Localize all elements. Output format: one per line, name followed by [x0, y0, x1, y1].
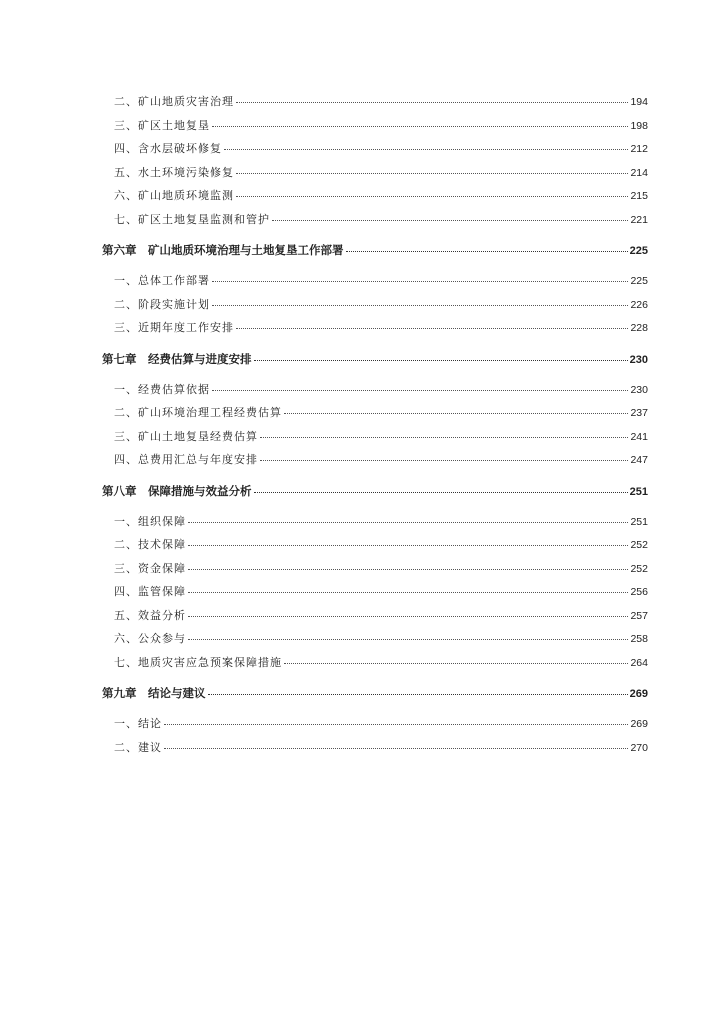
toc-entry[interactable] [102, 425, 648, 449]
dot-leader [188, 522, 628, 523]
toc-entry[interactable] [102, 114, 648, 138]
toc-entry-title: 三、矿山土地复垦经费估算 [114, 429, 258, 443]
toc-entry[interactable] [102, 316, 648, 340]
toc-chapter-page: 225 [629, 245, 648, 257]
dot-leader [284, 663, 628, 664]
toc-entry-title: 四、监管保障 [114, 585, 186, 598]
toc-entry[interactable] [102, 533, 648, 557]
toc-entry-page: 252 [630, 539, 648, 551]
toc-entry-page: 214 [630, 166, 648, 179]
toc-entry[interactable] [102, 293, 648, 317]
toc-entry[interactable] [102, 736, 648, 760]
toc-entry[interactable] [102, 712, 648, 736]
dot-leader [188, 569, 628, 570]
toc-entry-page: 225 [630, 275, 648, 287]
dot-leader [212, 281, 628, 282]
dot-leader [236, 196, 628, 197]
toc-entry-page: 198 [630, 119, 648, 132]
toc-entry[interactable] [102, 604, 648, 628]
dot-leader [346, 251, 628, 252]
toc-entry-page: 212 [630, 143, 648, 155]
dot-leader [164, 724, 628, 725]
toc-chapter-page: 269 [629, 688, 648, 700]
toc-entry-page: 257 [630, 609, 648, 622]
toc-entry-page: 258 [630, 633, 648, 645]
toc-entry[interactable] [102, 137, 648, 161]
toc-entry-page: 228 [630, 322, 648, 334]
toc-entry-title: 七、矿区土地复垦监测和管护 [114, 212, 270, 226]
toc-entry-title: 一、总体工作部署 [114, 274, 210, 287]
toc-entry[interactable] [102, 401, 648, 425]
toc-entry-page: 230 [630, 383, 648, 396]
dot-leader [254, 492, 628, 493]
toc-entry-title: 五、效益分析 [114, 608, 186, 622]
toc-entry-title: 二、技术保障 [114, 538, 186, 551]
toc-entry[interactable] [102, 378, 648, 402]
dot-leader [260, 437, 628, 438]
toc-entry-title: 七、地质灾害应急预案保障措施 [114, 655, 282, 669]
dot-leader [208, 694, 628, 695]
dot-leader [236, 173, 628, 174]
toc-entry-title: 二、建议 [114, 740, 162, 754]
dot-leader [236, 102, 628, 103]
toc-entry-title: 一、组织保障 [114, 514, 186, 528]
toc-entry[interactable] [102, 269, 648, 293]
dot-leader [188, 592, 628, 593]
toc-entry[interactable] [102, 510, 648, 534]
toc-entry-title: 三、近期年度工作安排 [114, 321, 234, 334]
dot-leader [212, 390, 628, 391]
toc-entry[interactable] [102, 627, 648, 651]
toc-entry-title: 三、矿区土地复垦 [114, 118, 210, 132]
toc-entry-title: 三、资金保障 [114, 561, 186, 575]
dot-leader [212, 126, 628, 127]
toc-entry-title: 四、含水层破坏修复 [114, 142, 222, 155]
dot-leader [254, 360, 628, 361]
toc-entry-page: 252 [630, 562, 648, 575]
dot-leader [212, 305, 628, 306]
toc-entry-title: 六、公众参与 [114, 632, 186, 645]
dot-leader [188, 616, 628, 617]
toc-entry[interactable] [102, 161, 648, 185]
toc-entry-page: 215 [630, 190, 648, 202]
dot-leader [188, 639, 628, 640]
dot-leader [260, 460, 628, 461]
toc-entry-page: 226 [630, 298, 648, 311]
toc-entry-title: 二、矿山地质灾害治理 [114, 95, 234, 108]
toc-entry[interactable] [102, 580, 648, 604]
dot-leader [272, 220, 628, 221]
toc-entry-title: 二、矿山环境治理工程经费估算 [114, 406, 282, 419]
toc-entry[interactable] [102, 184, 648, 208]
toc-entry-page: 221 [630, 213, 648, 226]
toc-chapter-title: 第七章 经费估算与进度安排 [102, 351, 252, 366]
dot-leader [236, 328, 628, 329]
toc-chapter[interactable] [102, 678, 648, 708]
toc-chapter[interactable] [102, 476, 648, 506]
dot-leader [164, 748, 628, 749]
toc-entry-page: 194 [630, 96, 648, 108]
toc-chapter[interactable] [102, 235, 648, 265]
table-of-contents [102, 90, 648, 759]
toc-entry[interactable] [102, 448, 648, 472]
dot-leader [188, 545, 628, 546]
toc-entry[interactable] [102, 208, 648, 232]
dot-leader [284, 413, 628, 414]
toc-entry-title: 五、水土环境污染修复 [114, 165, 234, 179]
toc-chapter-title: 第六章 矿山地质环境治理与土地复垦工作部署 [102, 243, 344, 257]
dot-leader [224, 149, 628, 150]
toc-entry-title: 一、经费估算依据 [114, 382, 210, 396]
toc-entry-title: 六、矿山地质环境监测 [114, 189, 234, 202]
toc-entry-page: 247 [630, 454, 648, 466]
toc-chapter-title: 第九章 结论与建议 [102, 686, 206, 700]
toc-entry-title: 四、总费用汇总与年度安排 [114, 453, 258, 466]
toc-chapter-title: 第八章 保障措施与效益分析 [102, 483, 252, 498]
toc-entry-page: 270 [630, 741, 648, 754]
toc-entry-title: 一、结论 [114, 717, 162, 730]
toc-entry[interactable] [102, 557, 648, 581]
toc-entry-page: 251 [630, 515, 648, 528]
toc-entry[interactable] [102, 651, 648, 675]
toc-entry-page: 269 [630, 718, 648, 730]
toc-chapter-page: 251 [629, 485, 648, 498]
toc-entry-page: 264 [630, 656, 648, 669]
toc-chapter[interactable] [102, 344, 648, 374]
toc-entry-page: 256 [630, 586, 648, 598]
toc-chapter-page: 230 [629, 353, 648, 366]
toc-entry-page: 237 [630, 407, 648, 419]
toc-entry-page: 241 [630, 430, 648, 443]
toc-entry-title: 二、阶段实施计划 [114, 297, 210, 311]
toc-entry[interactable] [102, 90, 648, 114]
